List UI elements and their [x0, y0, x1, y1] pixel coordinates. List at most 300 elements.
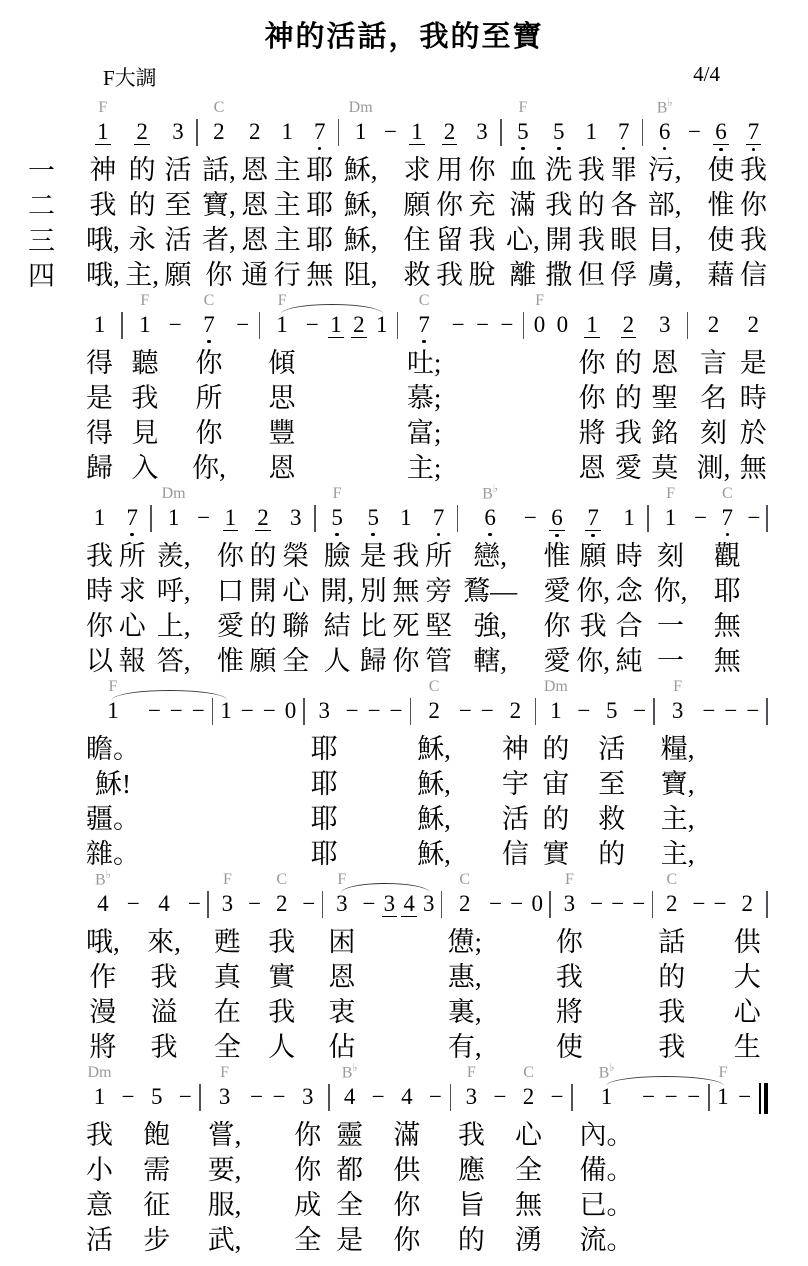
note-column — [167, 291, 184, 486]
lyric-verse-3: 恩 — [241, 225, 269, 255]
lyric-verse-2: 你, — [576, 576, 610, 606]
lyric-verse-2: 惠, — [447, 962, 482, 992]
bar-column — [314, 484, 316, 532]
lyric-verse-4 — [381, 451, 383, 486]
lyric-verse-3 — [368, 995, 370, 1030]
note — [746, 505, 763, 539]
bar-column — [766, 677, 768, 725]
duration-dash: − — [738, 1084, 752, 1109]
lyric-verse-1: 污, — [647, 155, 682, 185]
note — [190, 698, 207, 732]
lyric-verse-4 — [539, 451, 541, 486]
lyric-verse-1: 羨, — [156, 541, 191, 571]
lyric-verse-3: 愛 — [216, 611, 244, 641]
lyric-verse-4 — [752, 837, 754, 872]
lyric-verse-4: 步 — [143, 1225, 171, 1255]
note-column — [85, 291, 114, 486]
lyric-verse-4 — [499, 1223, 501, 1258]
chord-label: Dm — [348, 99, 373, 116]
flat-sign: ♭ — [492, 483, 499, 495]
note-column — [555, 870, 584, 1065]
lyric-verse-1 — [268, 732, 270, 767]
lyric-verse-2: 旁 — [425, 576, 453, 606]
lyric-verse-3: 我 — [268, 997, 296, 1027]
note-column — [575, 484, 611, 679]
lyric-verse-4 — [268, 837, 270, 872]
note-value: 1 — [139, 312, 151, 337]
note-column — [549, 1063, 566, 1258]
note-column — [498, 291, 515, 486]
lyric-verse-1: 所 — [425, 541, 453, 571]
lyric-verse-3: 目, — [647, 225, 682, 255]
note-column — [577, 98, 606, 293]
lyric-verse-3 — [153, 802, 155, 837]
lyric-verse-4: 願 — [164, 260, 192, 290]
lyric-verse-1 — [351, 732, 353, 767]
note — [218, 698, 234, 732]
lyric-verse-3 — [132, 995, 134, 1030]
note-column — [85, 1063, 114, 1258]
bar-line — [259, 312, 261, 339]
lyric-verse-2 — [722, 1153, 724, 1188]
lyric-verse-4 — [278, 1223, 280, 1258]
lyric-verse-4: 穌, — [417, 839, 451, 869]
note-value: 1 — [224, 505, 237, 530]
duration-dash: − — [384, 119, 398, 144]
lyric-verse-2: 念 — [615, 576, 643, 606]
duration-dash: − — [121, 1084, 135, 1109]
lyric-verse-2: 時 — [739, 383, 767, 413]
bar-column — [708, 1063, 710, 1111]
note — [312, 119, 328, 153]
lyric-verse-2: 開 — [249, 576, 277, 606]
note-column — [614, 291, 643, 486]
note-column — [514, 1063, 543, 1258]
bar-column — [549, 870, 551, 918]
low-octave-dot — [557, 147, 561, 151]
lyric-verse-3: 意 — [86, 1190, 113, 1220]
lyric-verse-2: 備。 — [579, 1155, 634, 1185]
note-value: 6 — [551, 505, 563, 530]
lyric-verse-2: 充 — [468, 190, 496, 220]
lyric-verse-1 — [434, 1118, 436, 1153]
lyric-verse-1: 穌, — [343, 155, 378, 185]
note — [156, 891, 172, 925]
note-value: 4 — [97, 891, 109, 916]
note-column — [344, 677, 361, 872]
lyric-verse-1: 是 — [359, 541, 387, 571]
note-column — [739, 98, 768, 293]
lyric-verse-1 — [308, 925, 310, 960]
bar-line — [549, 891, 551, 918]
note — [399, 1084, 415, 1118]
low-octave-dot — [437, 533, 441, 537]
lyric-verse-2 — [457, 381, 459, 416]
lyric-verse-1: 話, — [202, 155, 236, 185]
note-column — [505, 98, 541, 293]
note-value: 1 — [664, 505, 677, 530]
duration-dash: − — [191, 698, 205, 723]
duration-dash: − — [746, 698, 760, 723]
lyric-verse-4: 我 — [658, 1032, 686, 1062]
note-value: 3 — [336, 891, 348, 916]
lyric-verse-2 — [308, 960, 310, 995]
note-value: 4 — [158, 891, 170, 916]
lyric-verse-3: 裏, — [447, 997, 482, 1027]
lyric-verse-4: 佔 — [328, 1032, 356, 1062]
lyric-verse-4: 測, — [696, 453, 731, 483]
note — [562, 891, 578, 925]
lyric-verse-3: 無 — [515, 1190, 543, 1220]
lyric-verse-1: 所 — [118, 541, 146, 571]
flat-sign: ♭ — [667, 97, 673, 109]
note-value: 2 — [747, 312, 760, 337]
lyric-verse-4 — [311, 451, 313, 486]
lyric-verse-3: 豐 — [268, 418, 296, 448]
note-column — [191, 291, 227, 486]
duration-dash: − — [724, 698, 738, 723]
chord-label: F — [140, 292, 150, 309]
note-value: 1 — [354, 119, 367, 144]
lyric-verse-4 — [719, 1030, 721, 1065]
duration-dash: − — [371, 1084, 385, 1109]
note-column — [85, 98, 121, 293]
lyric-verse-4 — [694, 258, 696, 293]
flat-sign: ♭ — [105, 869, 111, 881]
duration-dash: − — [577, 698, 591, 723]
lyric-verse-1: 刻 — [657, 541, 685, 571]
note-column — [696, 291, 732, 486]
note — [640, 1084, 657, 1118]
lyric-verse-4 — [256, 1223, 258, 1258]
lyric-verse-2 — [184, 1153, 186, 1188]
lyric-verse-3: 住 — [403, 225, 431, 255]
note — [588, 891, 605, 925]
note-value: 3 — [172, 119, 184, 144]
note — [529, 891, 545, 925]
chord-label: Dm — [161, 485, 186, 502]
lyric-verse-4 — [464, 837, 466, 872]
lyric-verse-4 — [536, 1030, 538, 1065]
lyric-verse-4: 通 — [241, 260, 269, 290]
lyric-verse-3: 比 — [359, 611, 387, 641]
note-column — [239, 677, 256, 872]
lyric-verse-1: 榮 — [282, 541, 310, 571]
lyric-verse-4: 的 — [457, 1225, 485, 1255]
lyric-verse-4: 無 — [739, 453, 767, 483]
lyric-verse-3 — [744, 1188, 746, 1223]
bar-column — [457, 484, 459, 532]
duration-dash: − — [458, 698, 472, 723]
lyric-verse-3: 你 — [195, 418, 223, 448]
note-value: 4 — [401, 1084, 413, 1109]
lyric-verse-3 — [311, 416, 313, 451]
note — [421, 891, 437, 925]
lyric-verse-2 — [358, 381, 360, 416]
note-column — [424, 484, 453, 679]
note-column — [462, 484, 518, 679]
lyric-verse-1 — [694, 153, 696, 188]
lyric-verse-2 — [529, 574, 531, 609]
lyric-verse-1: 你 — [216, 541, 244, 571]
lyric-verse-2: 寶, — [202, 190, 236, 220]
lyric-verse-2: 宇 — [501, 769, 529, 799]
note — [663, 1084, 680, 1118]
lyric-verse-2: 各 — [610, 190, 638, 220]
lyric-verse-1 — [464, 732, 466, 767]
lyric-verse-2: 需 — [143, 1155, 171, 1185]
duration-dash: − — [302, 891, 316, 916]
bar-column — [338, 98, 340, 146]
note — [248, 1084, 265, 1118]
note — [630, 891, 647, 925]
note-value: 7 — [126, 505, 138, 530]
lyric-verse-3 — [516, 995, 518, 1030]
lyric-verse-3 — [268, 802, 270, 837]
note — [92, 1084, 108, 1118]
lyric-verse-4: 阻, — [343, 260, 378, 290]
note — [317, 698, 333, 732]
lyric-verse-1: 我 — [86, 541, 113, 571]
chord-label: C — [721, 485, 733, 502]
note-column — [715, 1063, 731, 1258]
lyric-verse-2 — [368, 960, 370, 995]
bar-line — [766, 698, 768, 725]
note — [575, 698, 592, 732]
bar-line — [687, 312, 689, 339]
lyric-verse-3: 一 — [657, 611, 685, 641]
lyric-verse-4 — [246, 837, 248, 872]
note-column — [130, 291, 159, 486]
bar-column — [397, 291, 399, 339]
bar-column — [571, 1063, 573, 1111]
note — [491, 1084, 508, 1118]
note-column — [85, 870, 121, 1065]
note-column — [361, 870, 378, 1065]
lyric-verse-1: 求 — [403, 155, 431, 185]
lyric-verse-1: 是 — [739, 348, 767, 378]
lyric-verse-2 — [464, 767, 466, 802]
note-column — [630, 870, 647, 1065]
note-column — [195, 484, 212, 679]
lyric-verse-4: 主, — [660, 839, 695, 869]
lyric-verse-1: 來, — [147, 927, 181, 957]
lyric-verse-1: 你 — [578, 348, 606, 378]
note-column — [609, 98, 638, 293]
lyric-verse-2: 思 — [268, 383, 296, 413]
lyric-verse-1: 用 — [435, 155, 463, 185]
note — [195, 505, 212, 539]
note-column — [416, 677, 452, 872]
note-column — [579, 1063, 635, 1258]
note-value: 2 — [249, 119, 261, 144]
note — [604, 698, 620, 732]
lyric-verse-1 — [596, 925, 598, 960]
key-label: F大調 — [103, 66, 157, 90]
lyric-verse-1: 心 — [515, 1120, 543, 1150]
low-octave-dot — [726, 533, 730, 537]
lyric-verse-2 — [583, 767, 585, 802]
lyric-verse-3: 耶 — [306, 225, 334, 255]
note-column — [300, 870, 317, 1065]
bar-column — [766, 870, 768, 918]
lyric-verse-1 — [693, 1118, 695, 1153]
note-column — [392, 1063, 421, 1258]
chord-label: F — [466, 1064, 476, 1081]
note-value: 3 — [563, 891, 576, 916]
lyric-verse-4: 離 — [509, 260, 537, 290]
note — [255, 505, 271, 539]
lyric-verse-3: 上, — [156, 611, 191, 641]
lyric-verse-3 — [381, 416, 383, 451]
lyric-verse-1: 耶 — [306, 155, 334, 185]
lyric-verse-4 — [428, 1030, 430, 1065]
lyric-verse-2 — [556, 1153, 558, 1188]
note-column — [529, 870, 545, 1065]
duration-dash: − — [480, 698, 494, 723]
note-value: 1 — [220, 698, 232, 723]
lyric-verse-3 — [556, 1188, 558, 1223]
lyric-verse-4: 我 — [435, 260, 463, 290]
note — [631, 698, 648, 732]
lyric-verse-2 — [719, 960, 721, 995]
note-column — [335, 1063, 364, 1258]
note — [361, 891, 378, 925]
lyric-verse-2 — [730, 767, 732, 802]
bar-column — [121, 291, 123, 339]
lyric-verse-4: 你, — [576, 646, 610, 676]
lyric-verse-2 — [193, 960, 195, 995]
note — [431, 505, 447, 539]
note-column — [359, 484, 388, 679]
bar-column — [647, 484, 649, 532]
lyric-verse-2 — [290, 767, 292, 802]
lyric-verse-1 — [516, 925, 518, 960]
system-5 — [85, 870, 768, 1063]
system-4 — [85, 677, 768, 870]
note — [457, 698, 474, 732]
lyric-verse-2 — [693, 1153, 695, 1188]
note — [217, 1084, 233, 1118]
bar-column — [535, 677, 537, 725]
lyric-verse-3: 銘 — [651, 418, 679, 448]
lyric-verse-4: 信 — [501, 839, 529, 869]
chord-label: F — [277, 292, 287, 309]
lyric-verse-2 — [225, 767, 227, 802]
lyric-verse-1: 聽 — [131, 348, 159, 378]
bar-line — [647, 505, 649, 532]
chord-label: C — [428, 678, 440, 695]
note-column — [190, 677, 207, 872]
note-value: 3 — [218, 1084, 231, 1109]
lyric-verse-1 — [730, 732, 732, 767]
lyric-verse-1: 恩 — [651, 348, 679, 378]
note-column — [248, 1063, 265, 1258]
lyric-verse-2 — [197, 767, 199, 802]
lyric-verse-1 — [193, 925, 195, 960]
note — [450, 312, 467, 346]
lyric-verse-3: 富; — [406, 418, 442, 448]
lyric-verse-1 — [753, 539, 755, 574]
lyric-verse-1: 我 — [739, 155, 767, 185]
note-value: 6 — [715, 119, 727, 144]
bar-column — [653, 677, 655, 725]
lyric-verse-4: 虜, — [647, 260, 682, 290]
lyric-verse-1 — [203, 539, 205, 574]
lyric-verse-4: 全 — [294, 1225, 322, 1255]
lyric-verse-1: 穌, — [417, 734, 451, 764]
system-3 — [85, 484, 768, 677]
lyric-verse-2 — [132, 960, 134, 995]
lyric-verse-4: 但 — [577, 260, 605, 290]
duration-dash: − — [188, 891, 201, 916]
lyric-verse-1: 活 — [164, 155, 192, 185]
duration-dash: − — [305, 312, 319, 337]
lyric-verse-4 — [434, 1223, 436, 1258]
note — [300, 1084, 316, 1118]
lyric-verse-3 — [561, 416, 563, 451]
lyric-verse-1: 願 — [579, 541, 607, 571]
note — [328, 312, 344, 346]
lyric-verse-4: 人 — [323, 646, 351, 676]
note — [409, 119, 425, 153]
note-column — [370, 1063, 387, 1258]
lyric-verse-1: 血 — [509, 155, 537, 185]
bar-column — [450, 1063, 452, 1111]
lyric-verse-3 — [373, 802, 375, 837]
note — [170, 119, 186, 153]
lyric-verse-1: 吐; — [406, 348, 442, 378]
note — [398, 505, 414, 539]
lyric-verse-4 — [308, 1030, 310, 1065]
lyric-verse-1: 滿 — [393, 1120, 421, 1150]
lyric-verse-2 — [506, 381, 508, 416]
note — [426, 698, 442, 732]
lyric-verse-4 — [373, 837, 375, 872]
chord-label: B♭ — [598, 1062, 615, 1082]
lyric-verse-3 — [358, 416, 360, 451]
lyric-verse-2: 穌, — [417, 769, 451, 799]
duration-dash: − — [451, 312, 465, 337]
lyric-verse-2: 我 — [555, 962, 583, 992]
lyric-verse-4 — [556, 1223, 558, 1258]
lyric-verse-2 — [381, 381, 383, 416]
lyric-verse-4 — [486, 837, 488, 872]
note — [92, 312, 108, 346]
lyric-verse-4 — [368, 1030, 370, 1065]
lyric-verse-1: 戀, — [473, 541, 507, 571]
lyric-verse-3 — [708, 802, 710, 837]
lyric-verse-4: 恩 — [578, 453, 606, 483]
verse-number-1: 一 — [28, 156, 55, 186]
note — [532, 312, 548, 346]
duration-dash: − — [694, 505, 708, 530]
note — [584, 119, 600, 153]
lyric-verse-2 — [428, 960, 430, 995]
note-column — [640, 1063, 657, 1258]
lyric-verse-4: 使 — [555, 1032, 583, 1062]
lyric-verse-4 — [225, 837, 227, 872]
low-octave-dot — [622, 147, 626, 151]
note-column — [744, 677, 761, 872]
note-column — [351, 291, 367, 486]
lyric-verse-2: 愛 — [543, 576, 571, 606]
note-value: 1 — [623, 505, 635, 530]
lyric-verse-2: 小 — [86, 1155, 113, 1185]
lyric-verse-1 — [499, 1118, 501, 1153]
lyric-verse-4 — [583, 837, 585, 872]
bar-line — [196, 119, 198, 146]
